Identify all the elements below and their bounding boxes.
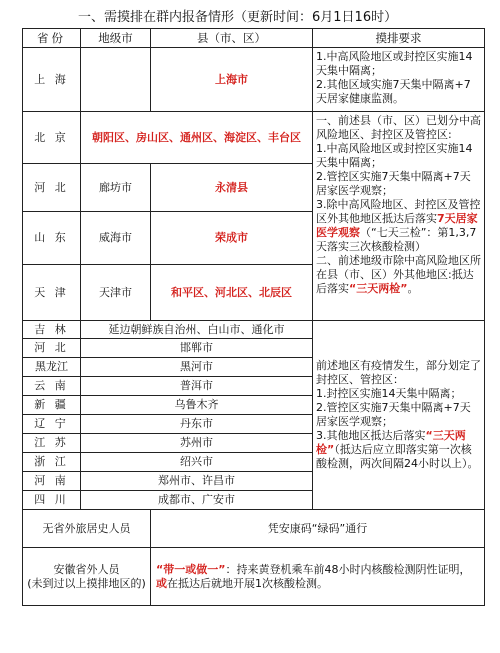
footer-label-line: (未到过以上摸排地区的)	[27, 576, 146, 590]
area-cell: 苏州市	[81, 434, 313, 453]
footer-label	[23, 548, 151, 606]
area-cell: 邯郸市	[81, 339, 313, 358]
province-cell: 河 北	[23, 339, 81, 358]
city-cell: 廊坊市	[81, 164, 151, 212]
province-cell: 江 苏	[23, 434, 81, 453]
requirement-line: 1.中高风险地区或封控区实施14天集中隔离；	[316, 142, 473, 169]
footer-text	[151, 548, 485, 606]
footer-label-line: 安徽省外人员	[53, 562, 120, 576]
table-row	[23, 321, 485, 339]
requirement-text: 3.其他地区抵达后落实	[316, 429, 426, 442]
footer-row-local	[23, 510, 485, 548]
footer-row-outside	[23, 548, 485, 606]
requirement-text: （抵达后应立即落实第一次核酸检测，两次间隔24小时以上）。	[316, 443, 479, 470]
requirement-line	[316, 254, 481, 296]
footer-text-part: ：持来黄登机乘车前48小时内核酸检测阴性证明，	[225, 562, 471, 576]
footer-label: 无省外旅居史人员	[23, 510, 151, 548]
requirements-group	[313, 112, 485, 321]
county-cell: 荣成市	[151, 212, 313, 265]
area-cell: 绍兴市	[81, 453, 313, 472]
city-cell: 威海市	[81, 212, 151, 265]
province-cell: 新 疆	[23, 396, 81, 415]
province-cell: 吉 林	[23, 321, 81, 339]
requirement-line	[316, 429, 481, 471]
province-cell: 黑龙江	[23, 358, 81, 377]
table-row	[23, 112, 485, 164]
area-cell: 延边朝鲜族自治州、白山市、通化市	[81, 321, 313, 339]
requirement-line: 2.管控区实施7天集中隔离+7天居家医学观察；	[316, 170, 471, 197]
area-cell: 丹东市	[81, 415, 313, 434]
requirements-lower	[313, 321, 485, 510]
footer-highlight: 或	[156, 576, 167, 590]
requirement-line: 2.管控区实施7天集中隔离+7天居家医学观察；	[316, 401, 471, 428]
footer-text-part: 在抵达后就地开展1次核酸检测。	[167, 576, 328, 590]
province-cell: 云 南	[23, 377, 81, 396]
province-cell: 河 北	[23, 164, 81, 212]
requirement-text: 。	[407, 282, 419, 295]
page-title: 一、需摸排在群内报备情形（更新时间：6月1日16时）	[78, 10, 398, 25]
area-cell: 黑河市	[81, 358, 313, 377]
table-row	[23, 48, 485, 112]
requirement-text: （“七天三检”：第1,3,7天落实三次核酸检测）	[316, 226, 477, 253]
province-cell: 辽 宁	[23, 415, 81, 434]
screening-table	[22, 28, 485, 606]
requirement-text: 3.除中高风险地区、封控区及管控区外其他地区抵达后落实	[316, 198, 481, 225]
province-cell: 浙 江	[23, 453, 81, 472]
county-cell: 和平区、河北区、北辰区	[151, 265, 313, 321]
province-cell: 河 南	[23, 472, 81, 491]
header-province: 省份	[23, 29, 81, 48]
city-cell: 天津市	[81, 265, 151, 321]
header-county: 县（市、区）	[151, 29, 313, 48]
requirements-shanghai	[313, 48, 485, 112]
table-header-row	[23, 29, 485, 48]
province-cell: 上 海	[23, 48, 81, 112]
requirement-line: 1.封控区实施14天集中隔离；	[316, 387, 462, 400]
requirement-line: 1.中高风险地区或封控区实施14天集中隔离；	[316, 50, 473, 77]
city-cell	[81, 48, 151, 112]
county-cell: 永清县	[151, 164, 313, 212]
province-cell: 四 川	[23, 491, 81, 510]
area-cell: 普洱市	[81, 377, 313, 396]
requirement-highlight: “三天两检”	[316, 429, 466, 456]
province-cell: 北 京	[23, 112, 81, 164]
requirement-highlight: 7天居家医学观察	[316, 212, 478, 239]
county-cell: 上海市	[151, 48, 313, 112]
province-cell: 山 东	[23, 212, 81, 265]
area-cell: 成都市、广安市	[81, 491, 313, 510]
requirement-line: 前述地区有疫情发生，部分划定了封控区、管控区：	[316, 359, 481, 386]
requirement-text: 二、前述地级市除中高风险地区所在县（市、区）外其他地区:抵达后落实	[316, 254, 481, 295]
requirement-highlight: “三天两检”	[349, 282, 408, 295]
county-cell: 朝阳区、房山区、通州区、海淀区、丰台区	[81, 112, 313, 164]
requirement-line	[316, 198, 481, 254]
province-cell: 天 津	[23, 265, 81, 321]
area-cell: 乌鲁木齐	[81, 396, 313, 415]
requirement-line: 2.其他区域实施7天集中隔离+7天居家健康监测。	[316, 78, 471, 105]
footer-highlight: “带一或做一”	[156, 562, 226, 576]
requirement-line: 一、前述县（市、区）已划分中高风险地区、封控区及管控区:	[316, 114, 481, 141]
footer-text: 凭安康码“绿码”通行	[151, 510, 485, 548]
header-requirements: 摸排要求	[313, 29, 485, 48]
area-cell: 郑州市、许昌市	[81, 472, 313, 491]
header-city: 地级市	[81, 29, 151, 48]
